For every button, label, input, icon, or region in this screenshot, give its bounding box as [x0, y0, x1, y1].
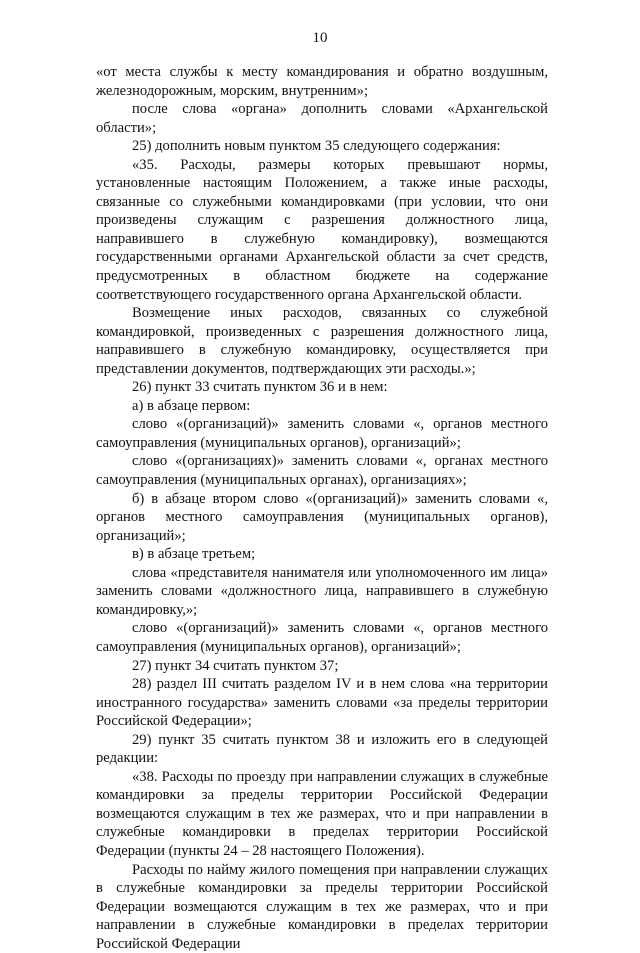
paragraph: слово «(организаций)» заменить словами «, органов местного самоуправления (муниципальных органов), организаций»;: [96, 620, 548, 655]
paragraph: «35. Расходы, размеры которых превышают нормы, установленные настоящим Положением, а также иные расходы, связанные со служебными командировками (при условии, что они произведены служащим с разрешения должностного лица, направившего в служебную командировку), возмещаются государственными органами Архангельской области за счет средств, предусмотренных в областном бюджете на содержание соответствующего государственного органа Архангельской области.: [96, 156, 548, 303]
paragraph: в) в абзаце третьем;: [132, 546, 256, 563]
paragraph: 26) пункт 33 считать пунктом 36 и в нем:: [132, 379, 388, 396]
paragraph: б) в абзаце втором слово «(организаций)» заменить словами «, органов местного самоуправления (муниципальных органов), организаций»;: [96, 490, 548, 544]
paragraph: после слова «органа» дополнить словами «Архангельской области»;: [96, 101, 548, 136]
paragraph: «от места службы к месту командирования и обратно воздушным, железнодорожным, морским, внутренним»;: [96, 64, 548, 99]
paragraph: слово «(организаций)» заменить словами «, органов местного самоуправления (муниципальных органов), организаций»;: [96, 416, 548, 451]
paragraph: Возмещение иных расходов, связанных со служебной командировкой, произведенных с разрешения должностного лица, направившего в служебную командировку, осуществляется при представлении документов, подтверждающих эти расходы.»;: [96, 305, 548, 377]
paragraph: 29) пункт 35 считать пунктом 38 и изложить его в следующей редакции:: [96, 731, 548, 767]
paragraph: слова «представителя нанимателя или уполномоченного им лица» заменить словами «должностного лица, направившего в служебную командировку,»;: [96, 564, 548, 618]
paragraph: 28) раздел III считать разделом IV и в нем слова «на территории иностранного государства» заменить словами «за пределы территории Российской Федерации»;: [96, 676, 548, 730]
document-body: [96, 63, 548, 953]
paragraph: 27) пункт 34 считать пунктом 37;: [132, 657, 339, 674]
paragraph: слово «(организациях)» заменить словами «, органах местного самоуправления (муниципальных органах), организациях»;: [96, 453, 548, 489]
paragraph: 25) дополнить новым пунктом 35 следующего содержания:: [132, 138, 501, 155]
paragraph: Расходы по найму жилого помещения при направлении служащих в служебные командировки за пределы территории Российской Федерации возмещаются служащим в тех же размерах, что и при направлении в служебные командировки в пределах территории Российской Федерации: [96, 861, 548, 952]
paragraph: «38. Расходы по проезду при направлении служащих в служебные командировки за пределы территории Российской Федерации возмещаются служащим в тех же размерах, что и при направлении в служебные командировки в пределах территории Российской Федерации (пункты 24 – 28 настоящего Положения).: [96, 768, 548, 859]
paragraph: а) в абзаце первом:: [132, 397, 251, 414]
page-number: 10: [312, 30, 328, 46]
